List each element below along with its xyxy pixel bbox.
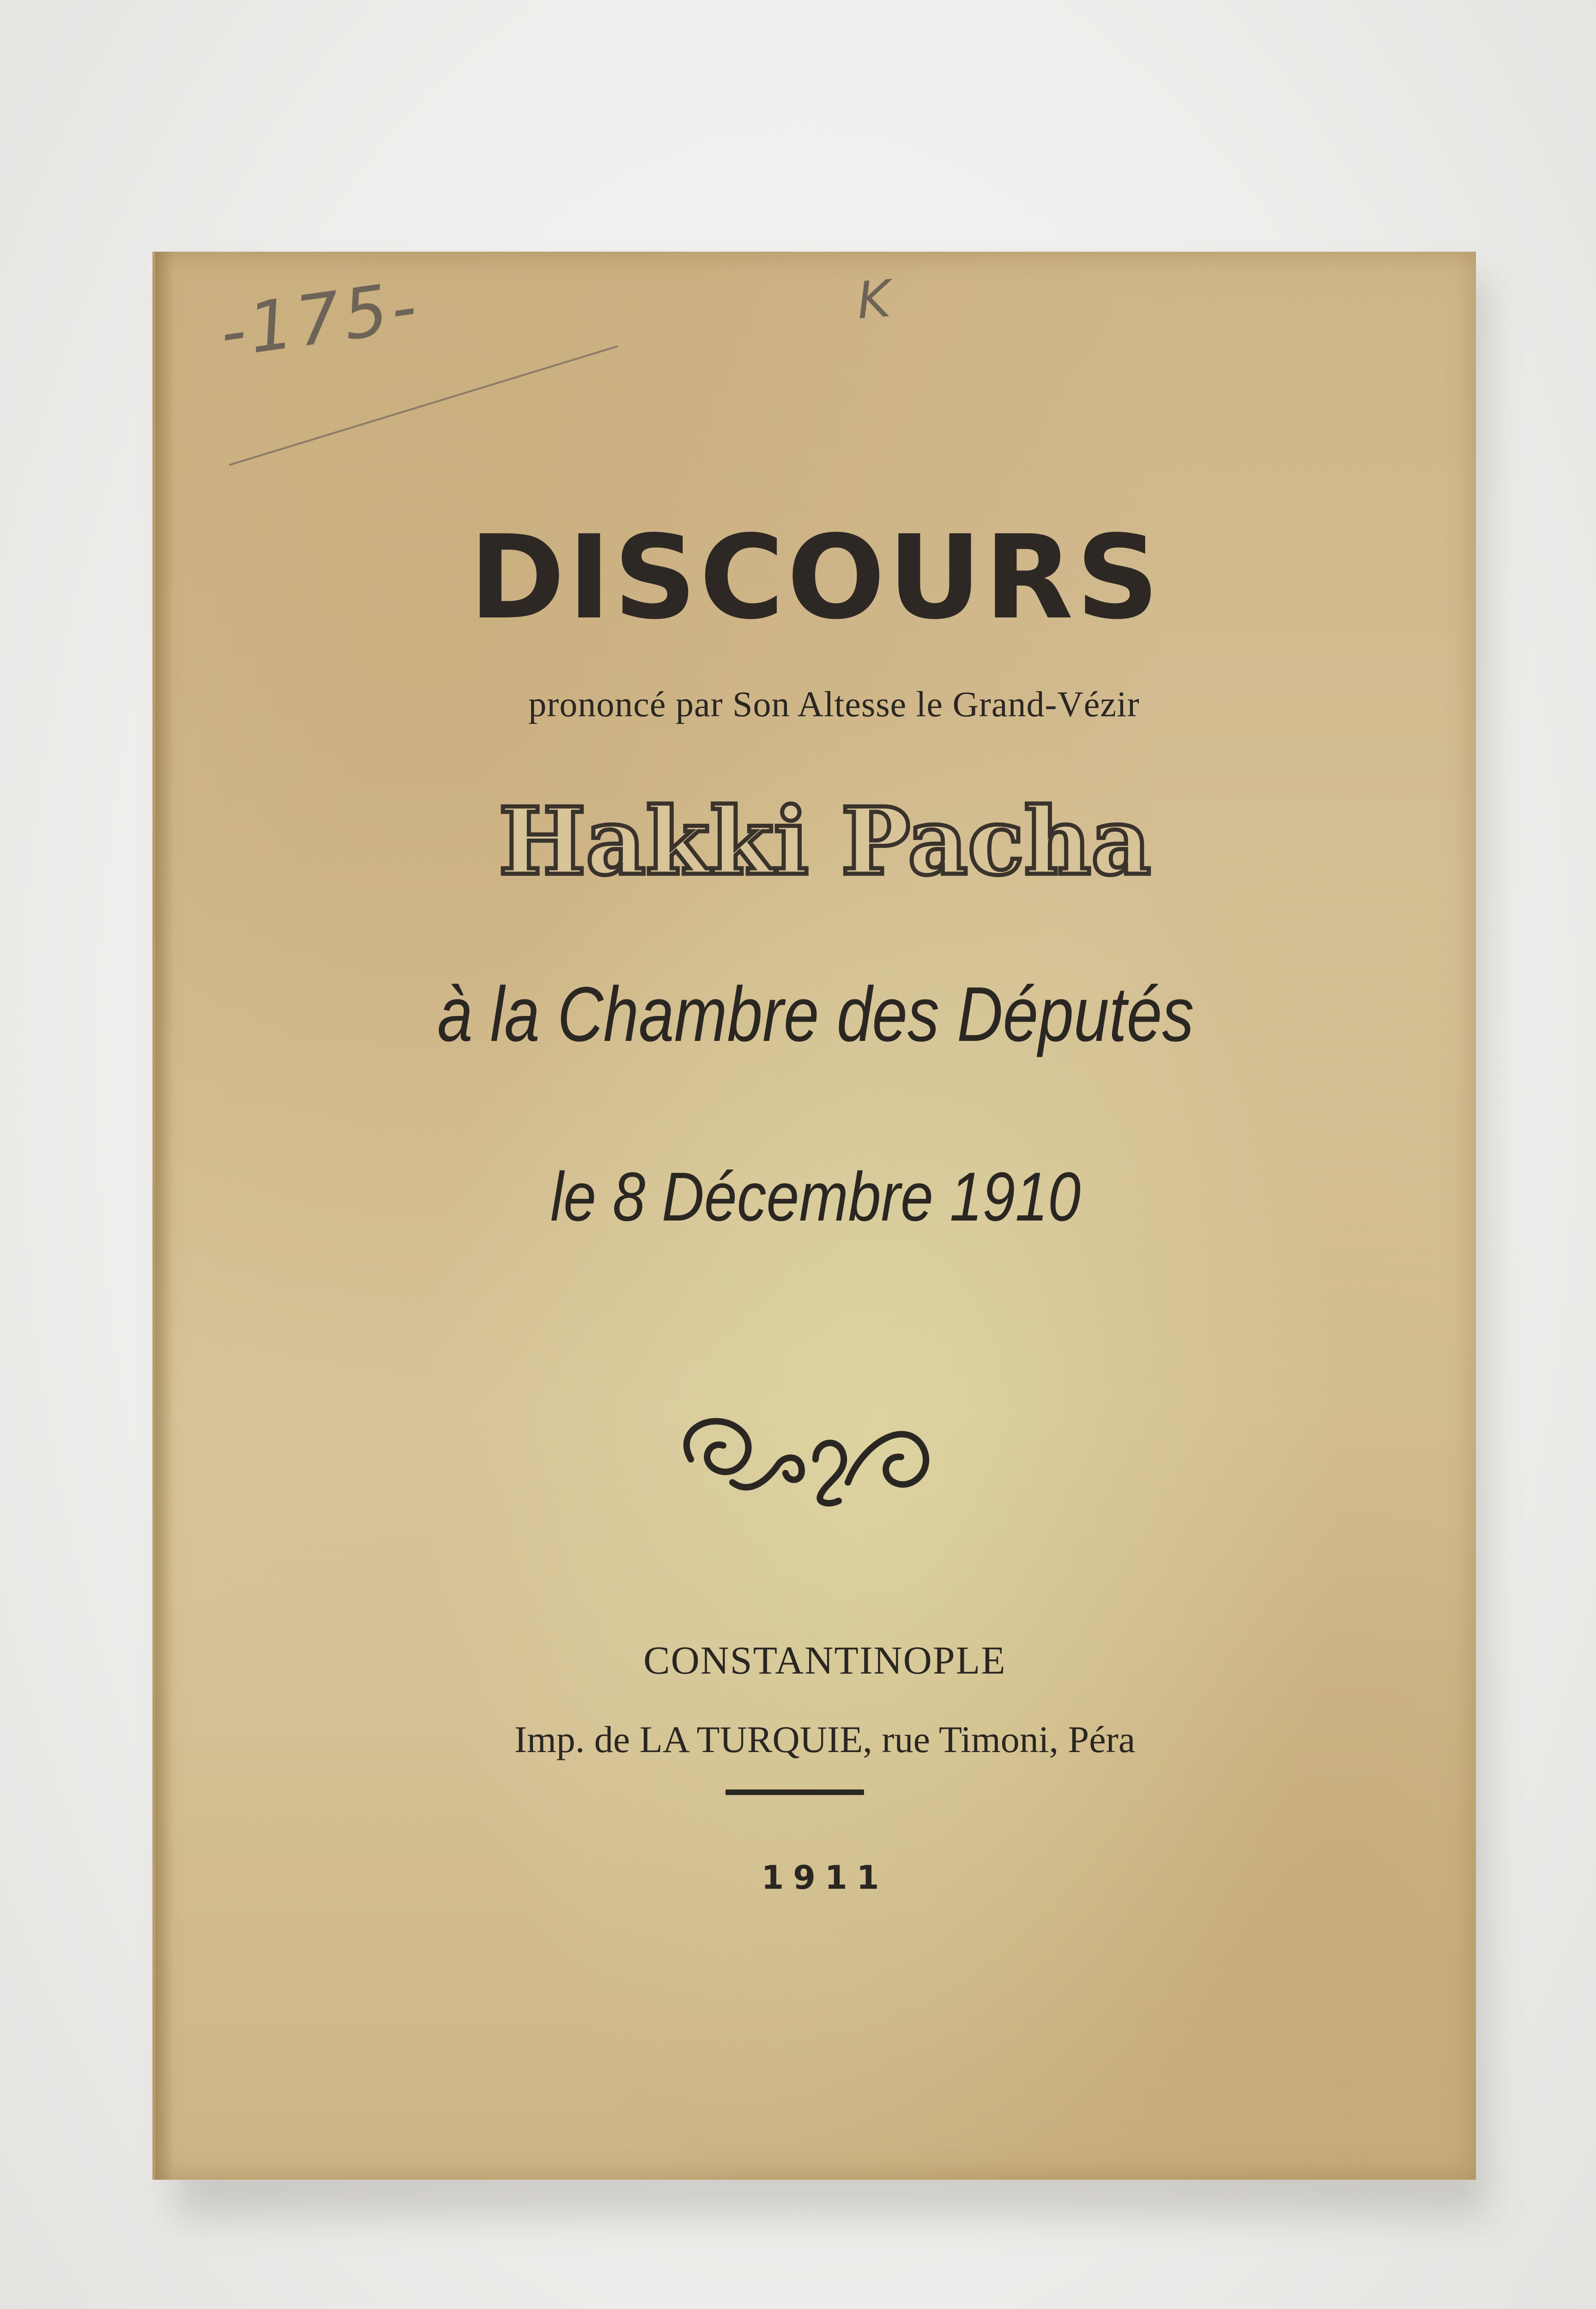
cover-title: DISCOURS	[469, 510, 1162, 645]
pencil-price-note: -175-	[215, 266, 425, 374]
speaker-name: Hakki Pacha	[498, 787, 1151, 896]
printer-line: Imp. de LA TURQUIE, rue Timoni, Péra	[514, 1718, 1136, 1760]
divider-rule	[725, 1789, 864, 1795]
pencil-mark: K	[855, 269, 893, 331]
book-cover	[152, 252, 1476, 2180]
cover-subtitle: prononcé par Son Altesse le Grand-Vézir	[528, 684, 1140, 724]
publication-city: CONSTANTINOPLE	[643, 1638, 1006, 1682]
publication-year: 1911	[761, 1859, 889, 1897]
venue-line: à la Chambre des Députés	[437, 971, 1194, 1058]
scroll-flourish-ornament-icon	[663, 1390, 949, 1510]
speech-date: le 8 Décembre 1910	[550, 1158, 1081, 1235]
